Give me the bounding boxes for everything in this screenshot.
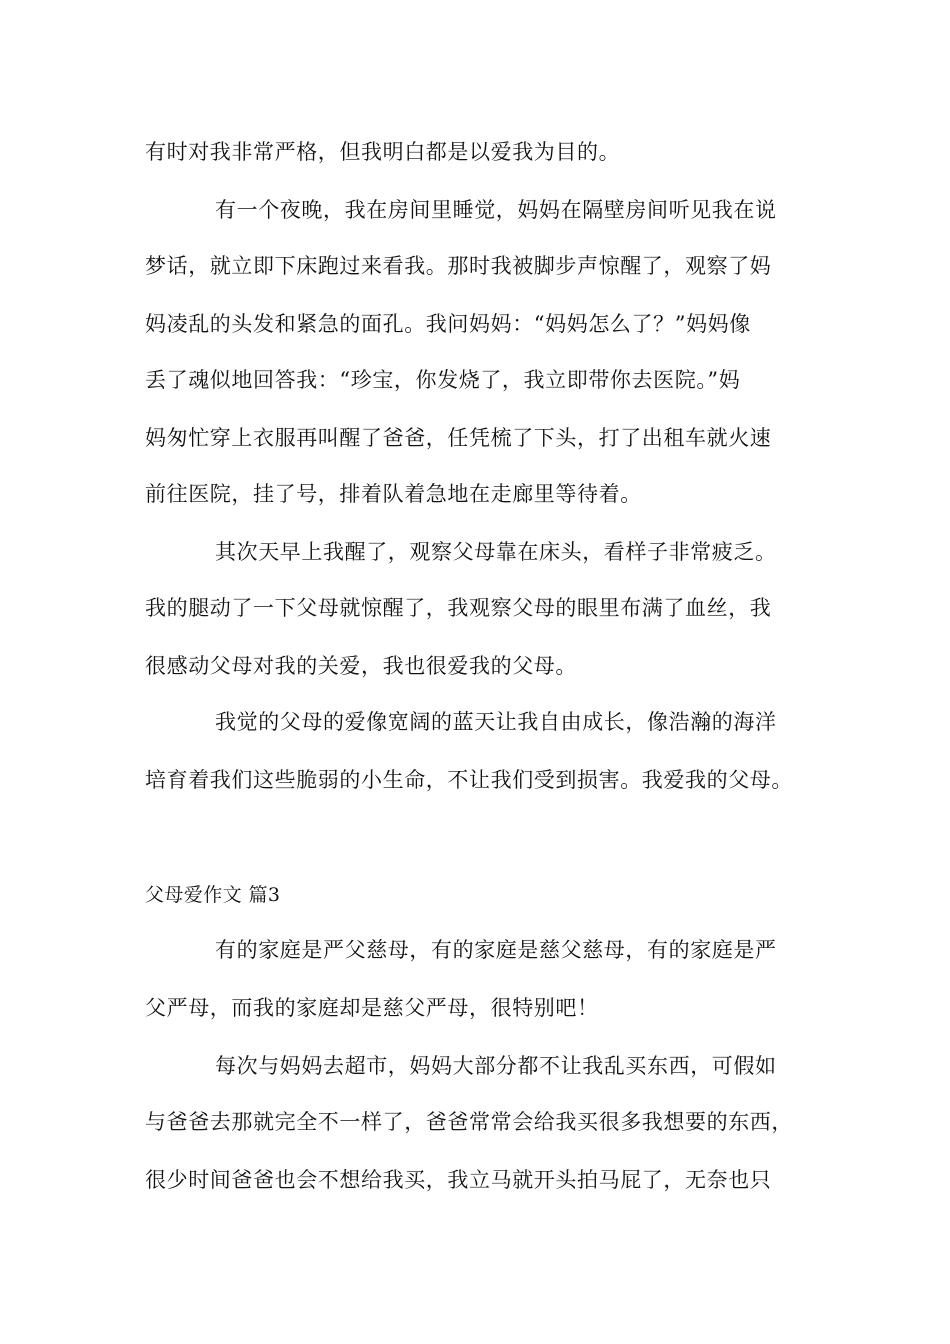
- text-line: 妈匆忙穿上衣服再叫醒了爸爸，任凭梳了下头，打了出租车就火速: [145, 426, 772, 450]
- text-line: 与爸爸去那就完全不一样了，爸爸常常会给我买很多我想要的东西，: [145, 1110, 793, 1134]
- text-line: 我的腿动了一下父母就惊醒了，我观察父母的眼里布满了血丝，我: [145, 596, 772, 620]
- text-line: 梦话，就立即下床跑过来看我。那时我被脚步声惊醒了，观察了妈: [145, 254, 772, 278]
- text-line: 前往医院，挂了号，排着队着急地在走廊里等待着。: [145, 482, 642, 506]
- text-line: 培育着我们这些脆弱的小生命，不让我们受到损害。我爱我的父母。: [145, 768, 793, 792]
- section-heading: 父母爱作文 篇3: [145, 884, 281, 906]
- text-line: 每次与妈妈去超市，妈妈大部分都不让我乱买东西，可假如: [215, 1054, 777, 1078]
- text-line: 很少时间爸爸也会不想给我买，我立马就开头拍马屁了，无奈也只: [145, 1168, 772, 1192]
- text-line: 父严母，而我的家庭却是慈父严母，很特别吧！: [145, 996, 599, 1020]
- text-line: 有的家庭是严父慈母，有的家庭是慈父慈母，有的家庭是严: [215, 938, 777, 962]
- text-line: 丢了魂似地回答我：“珍宝，你发烧了，我立即带你去医院。”妈: [145, 368, 741, 392]
- text-line: 其次天早上我醒了，观察父母靠在床头，看样子非常疲乏。: [215, 540, 777, 564]
- text-line: 有一个夜晚，我在房间里睡觉，妈妈在隔壁房间听见我在说: [215, 198, 777, 222]
- text-line: 妈凌乱的头发和紧急的面孔。我问妈妈：“妈妈怎么了？”妈妈像: [145, 312, 751, 336]
- text-line: 我觉的父母的爱像宽阔的蓝天让我自由成长，像浩瀚的海洋: [215, 710, 777, 734]
- text-line: 很感动父母对我的关爱，我也很爱我的父母。: [145, 654, 577, 678]
- text-line: 有时对我非常严格，但我明白都是以爱我为目的。: [145, 140, 621, 164]
